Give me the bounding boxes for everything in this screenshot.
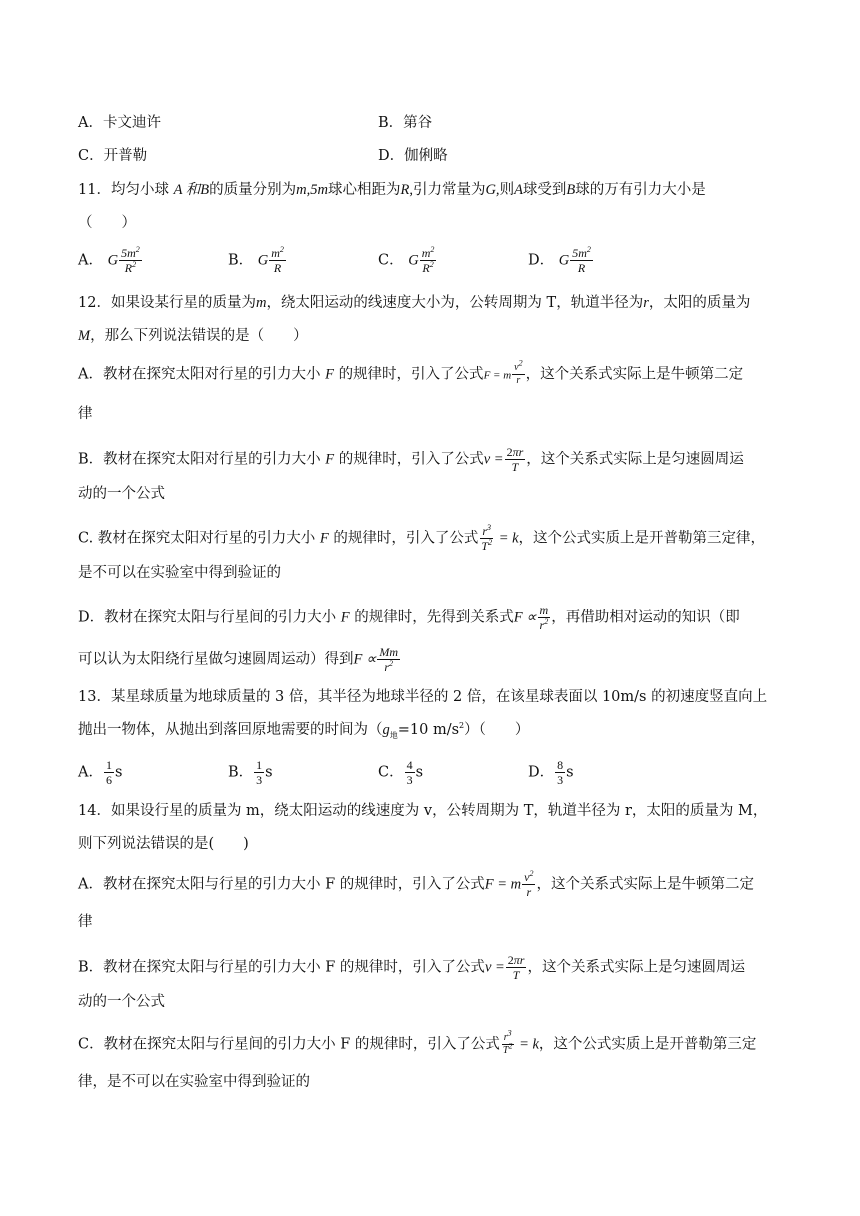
q11-masses: m,5m (296, 182, 328, 198)
q14-text: ，这个关系式实际上是牛顿第二定 (536, 876, 754, 893)
q11-text: 球受到 (522, 182, 567, 198)
formula-fraction: $\frac{2\pi r}{T}$ (506, 445, 524, 474)
q10-option-d: D．伽俐略 (378, 148, 448, 164)
formula: F = m (484, 876, 522, 893)
unit: s (114, 764, 123, 781)
q11-option-b (228, 246, 287, 275)
gravity-constant: G (257, 252, 269, 269)
q11-stem (78, 180, 706, 200)
q11-distance: R, (400, 182, 413, 198)
unit: s (265, 764, 273, 781)
fraction-numerator: 1 (256, 758, 263, 772)
q12-option-c-line1 (78, 524, 765, 553)
q14-option-b-line2: 动的一个公式 (78, 994, 165, 1010)
q12-text: ，这个公式实质上是开普勒第三定律， (518, 530, 766, 547)
force-symbol: F (319, 530, 329, 547)
formula: = k (515, 1036, 539, 1053)
q12-option-a-line2: 律 (78, 406, 93, 422)
fraction-denominator: 3 (406, 773, 413, 787)
q12-stem-line2 (78, 326, 308, 346)
formula-fraction (254, 758, 264, 787)
fraction-denominator: 3 (256, 773, 263, 787)
formula-fraction: $\frac{v^2}{r}$ (514, 358, 523, 386)
fraction-denominator: R (577, 261, 586, 275)
fraction-denominator: R (422, 261, 430, 275)
q13-text: ）（ ） (464, 722, 530, 738)
q14-stem-line2: 则下列说法错误的是( ) (78, 836, 249, 852)
q12-text: D．教材在探究太阳与行星间的引力大小 (78, 609, 337, 626)
force-symbol: F (340, 609, 350, 626)
q14-stem-line1: 14．如果设行星的质量为 m，绕太阳运动的线速度为 v，公转周期为 T，轨道半径为 r，太阳的质量为 M， (78, 803, 768, 819)
option-label: B． (228, 252, 254, 269)
formula: = k (495, 530, 519, 547)
q12-text: ，太阳的质量为 (648, 295, 751, 311)
formula: F ∝ (353, 651, 377, 668)
formula-fraction: $\frac{v^2}{r}$ (524, 869, 534, 899)
q13-text: 抛出一物体，从抛出到落回原地需要的时间为（ (78, 722, 383, 738)
q12-text: ，再借助相对运动的知识（即 (551, 609, 740, 626)
formula-fraction: $\frac{m^2}{R}$ (271, 245, 284, 275)
formula-fraction: $\frac{Mm}{r^2}$ (379, 645, 399, 674)
q14-text: ，这个关系式实际上是匀速圆周运 (527, 959, 745, 976)
q14-option-c-line2: 律，是不可以在实验室中得到验证的 (78, 1074, 310, 1090)
fraction-numerator: m (421, 246, 431, 260)
q12-option-a-line1 (78, 358, 744, 387)
q11-answer-paren: （ ） (78, 215, 136, 231)
q11-constant: G, (485, 182, 500, 198)
gravity-subscript: 地 (389, 730, 398, 740)
force-symbol: F (325, 451, 335, 468)
option-label: A． (78, 764, 103, 781)
q11-option-a (78, 246, 143, 275)
q14-option-b-line1 (78, 953, 745, 982)
q11-text: 球的万有引力大小是 (575, 182, 706, 198)
formula: v = (484, 959, 505, 976)
q12-text: 的规律时，引入了公式 (338, 366, 484, 383)
q14-option-a-line2: 律 (78, 914, 93, 930)
q12-text: ，绕太阳运动的线速度大小为，公转周期为 T，轨道半径为 (266, 295, 644, 311)
q10-option-c: C．开普勒 (78, 148, 148, 164)
q11-text: 球心相距为 (327, 182, 401, 198)
q12-option-d-line2 (78, 645, 401, 674)
q12-mass: m (255, 295, 267, 311)
fraction-numerator: m (271, 246, 280, 260)
q13-option-d (528, 758, 574, 787)
gravity-constant: G (558, 252, 570, 269)
q12-text: C. 教材在探究太阳对行星的引力大小 (78, 530, 316, 547)
option-label: B． (228, 764, 254, 781)
formula-fraction: $\frac{5m^2}{R}$ (572, 245, 591, 275)
q12-text: 的规律时，先得到关系式 (354, 609, 514, 626)
q13-option-a (78, 758, 122, 787)
q14-text: ，这个公式实质上是开普勒第三定 (538, 1036, 757, 1053)
q10-option-a: A．卡文迪许 (78, 115, 161, 131)
fraction-denominator: R (273, 261, 282, 275)
option-label: C． (378, 252, 404, 269)
formula-fraction: $\frac{m}{r^2}$ (539, 603, 549, 632)
q11-ball-a: A (514, 182, 523, 198)
fraction-numerator: 5m (572, 246, 587, 260)
force-symbol: F (325, 366, 334, 383)
fraction-denominator: R (124, 261, 133, 275)
formula-fraction (104, 758, 114, 787)
fraction-denominator: 3 (557, 773, 564, 787)
q12-text: 的规律时，引入了公式 (333, 530, 479, 547)
gravity-constant: G (408, 252, 419, 269)
formula-fraction: $\frac{5m^2}{R^2}$ (121, 245, 140, 275)
q11-option-d (528, 246, 594, 275)
fraction-numerator: 4 (406, 758, 413, 772)
q14-text: B．教材在探究太阳与行星的引力大小 F 的规律时，引入了公式 (78, 959, 485, 976)
q12-text: B．教材在探究太阳对行星的引力大小 (78, 451, 321, 468)
q12-text: 12．如果设某行星的质量为 (78, 295, 256, 311)
q11-text: 的质量分别为 (209, 182, 297, 198)
formula-fraction: $\frac{r^3}{T^2}$ (481, 523, 493, 553)
option-label: C． (378, 764, 404, 781)
q11-text: 则 (499, 182, 515, 198)
q12-option-d-line1 (78, 603, 740, 632)
fraction-numerator: 8 (557, 758, 564, 772)
q11-text: 引力常量为 (412, 182, 486, 198)
q12-text: 可以认为太阳绕行星做匀速圆周运动）得到 (78, 651, 354, 668)
q12-stem-line1 (78, 293, 750, 313)
q13-option-b (228, 758, 273, 787)
q11-number: 11．均匀小球 (78, 182, 169, 198)
q12-option-c-line2: 是不可以在实验室中得到验证的 (78, 565, 281, 581)
formula-fraction: $\frac{r^3}{T^2}$ (502, 1028, 513, 1056)
q12-text: ，那么下列说法错误的是（ ） (90, 328, 308, 344)
formula-fraction (405, 758, 415, 787)
gravity-symbol: g (382, 722, 390, 738)
q11-ball-b: B (566, 182, 576, 198)
fraction-denominator: 6 (105, 773, 112, 787)
option-label: D． (528, 764, 555, 781)
formula-fraction (555, 758, 565, 787)
q12-radius: r (643, 295, 649, 311)
q10-option-b: B．第谷 (378, 115, 433, 131)
q13-stem-line2: 抛出一物体，从抛出到落回原地需要的时间为（$g_地=10$ $m/s^2$）（ ） (78, 721, 530, 740)
q12-text: A．教材在探究太阳对行星的引力大小 (78, 366, 321, 383)
q14-option-c-line1 (78, 1028, 757, 1057)
option-label: A． (78, 252, 103, 269)
fraction-numerator: 5m (121, 246, 136, 260)
q11-option-c (378, 246, 437, 275)
q12-text: ，这个关系式实际上是匀速圆周运 (526, 451, 744, 468)
q14-option-a-line1 (78, 870, 754, 899)
q12-text: ，这个关系式实际上是牛顿第二定 (525, 366, 744, 383)
option-label: D． (528, 252, 555, 269)
q11-balls: A 和B (173, 182, 210, 198)
unit: s (415, 764, 424, 781)
q12-sun-mass: M (78, 328, 91, 344)
q14-text: A．教材在探究太阳与行星的引力大小 F 的规律时，引入了公式 (78, 876, 485, 893)
formula: v = (483, 451, 504, 468)
q13-option-c (378, 758, 423, 787)
fraction-numerator: 1 (105, 758, 112, 772)
q12-text: 的规律时，引入了公式 (338, 451, 484, 468)
q13-text: =10 m/s (397, 722, 460, 738)
q12-option-b-line2: 动的一个公式 (78, 486, 165, 502)
unit: s (566, 764, 574, 781)
q13-stem-line1: 13．某星球质量为地球质量的 3 倍，其半径为地球半径的 2 倍，在该星球表面以 10m/s 的初速度竖直向上 (78, 689, 768, 705)
formula: F = m (483, 369, 512, 382)
formula: F ∝ (513, 609, 537, 626)
formula-fraction: $\frac{2\pi r}{T}$ (507, 953, 525, 982)
gravity-constant: G (107, 252, 119, 269)
q12-option-b-line1 (78, 445, 744, 474)
formula-fraction: $\frac{m^2}{R^2}$ (421, 245, 435, 275)
q14-text: C．教材在探究太阳与行星间的引力大小 F 的规律时，引入了公式 (78, 1036, 500, 1053)
